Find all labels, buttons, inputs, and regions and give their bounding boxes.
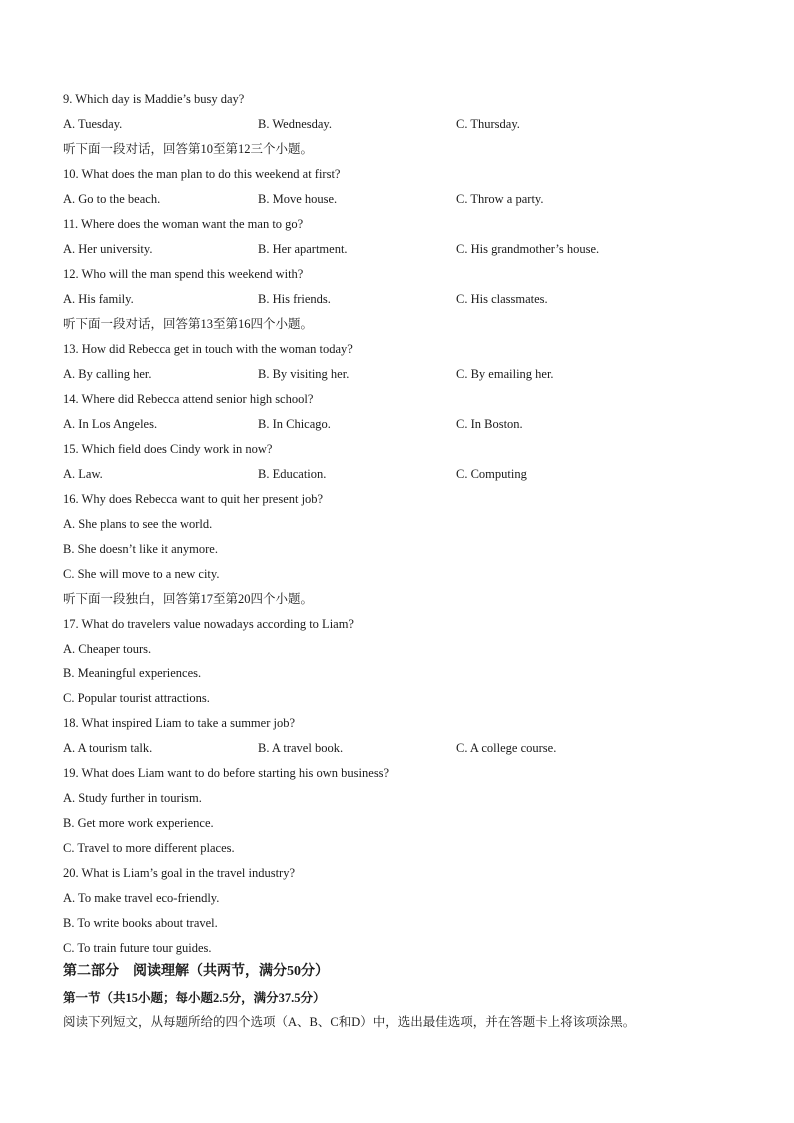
q15-option-b: B. Education. — [258, 467, 327, 481]
part2-section1-heading: 第一节（共15小题；每小题2.5分，满分37.5分） — [63, 991, 326, 1005]
q17-option-a: A. Cheaper tours. — [63, 642, 152, 656]
question-10: 10. What does the man plan to do this weekend at first? — [63, 167, 341, 181]
question-17: 17. What do travelers value nowadays according to Liam? — [63, 617, 354, 631]
instruction-13-16: 听下面一段对话，回答第13至第16四个小题。 — [63, 317, 314, 331]
question-20: 20. What is Liam’s goal in the travel industry? — [63, 866, 296, 880]
q12-option-a: A. His family. — [63, 292, 134, 306]
q13-option-c: C. By emailing her. — [456, 367, 554, 381]
q10-option-a: A. Go to the beach. — [63, 192, 161, 206]
q16-option-c: C. She will move to a new city. — [63, 567, 220, 581]
q14-option-c: C. In Boston. — [456, 417, 523, 431]
part2-title: 第二部分 阅读理解（共两节，满分50分） — [63, 964, 329, 979]
q19-option-b: B. Get more work experience. — [63, 816, 214, 830]
q16-option-a: A. She plans to see the world. — [63, 517, 213, 531]
question-18: 18. What inspired Liam to take a summer job? — [63, 716, 296, 730]
q18-option-c: C. A college course. — [456, 741, 557, 755]
q9-option-a: A. Tuesday. — [63, 117, 123, 131]
q18-option-b: B. A travel book. — [258, 741, 344, 755]
question-14: 14. Where did Rebecca attend senior high school? — [63, 392, 314, 406]
question-15: 15. Which field does Cindy work in now? — [63, 442, 273, 456]
question-11: 11. Where does the woman want the man to go? — [63, 217, 304, 231]
q13-option-b: B. By visiting her. — [258, 367, 350, 381]
q20-option-b: B. To write books about travel. — [63, 916, 218, 930]
question-13: 13. How did Rebecca get in touch with the woman today? — [63, 342, 353, 356]
q17-option-b: B. Meaningful experiences. — [63, 666, 202, 680]
part2-instruction: 阅读下列短文，从每题所给的四个选项（A、B、C和D）中，选出最佳选项，并在答题卡上将该项涂黑。 — [63, 1015, 636, 1029]
q11-option-a: A. Her university. — [63, 242, 153, 256]
q11-option-b: B. Her apartment. — [258, 242, 348, 256]
q18-option-a: A. A tourism talk. — [63, 741, 153, 755]
q9-option-c: C. Thursday. — [456, 117, 520, 131]
question-12: 12. Who will the man spend this weekend with? — [63, 267, 304, 281]
q15-option-a: A. Law. — [63, 467, 103, 481]
q13-option-a: A. By calling her. — [63, 367, 152, 381]
q14-option-b: B. In Chicago. — [258, 417, 331, 431]
instruction-10-12: 听下面一段对话，回答第10至第12三个小题。 — [63, 142, 314, 156]
question-16: 16. Why does Rebecca want to quit her present job? — [63, 492, 324, 506]
q9-option-b: B. Wednesday. — [258, 117, 332, 131]
instruction-17-20: 听下面一段独白，回答第17至第20四个小题。 — [63, 592, 314, 606]
question-19: 19. What does Liam want to do before starting his own business? — [63, 766, 390, 780]
q16-option-b: B. She doesn’t like it anymore. — [63, 542, 218, 556]
q12-option-b: B. His friends. — [258, 292, 331, 306]
q10-option-b: B. Move house. — [258, 192, 338, 206]
q12-option-c: C. His classmates. — [456, 292, 548, 306]
q11-option-c: C. His grandmother’s house. — [456, 242, 600, 256]
q19-option-c: C. Travel to more different places. — [63, 841, 235, 855]
q14-option-a: A. In Los Angeles. — [63, 417, 158, 431]
q19-option-a: A. Study further in tourism. — [63, 791, 202, 805]
q20-option-a: A. To make travel eco-friendly. — [63, 891, 220, 905]
q20-option-c: C. To train future tour guides. — [63, 941, 212, 955]
question-9: 9. Which day is Maddie’s busy day? — [63, 92, 245, 106]
q15-option-c: C. Computing — [456, 467, 527, 481]
q10-option-c: C. Throw a party. — [456, 192, 544, 206]
q17-option-c: C. Popular tourist attractions. — [63, 691, 210, 705]
